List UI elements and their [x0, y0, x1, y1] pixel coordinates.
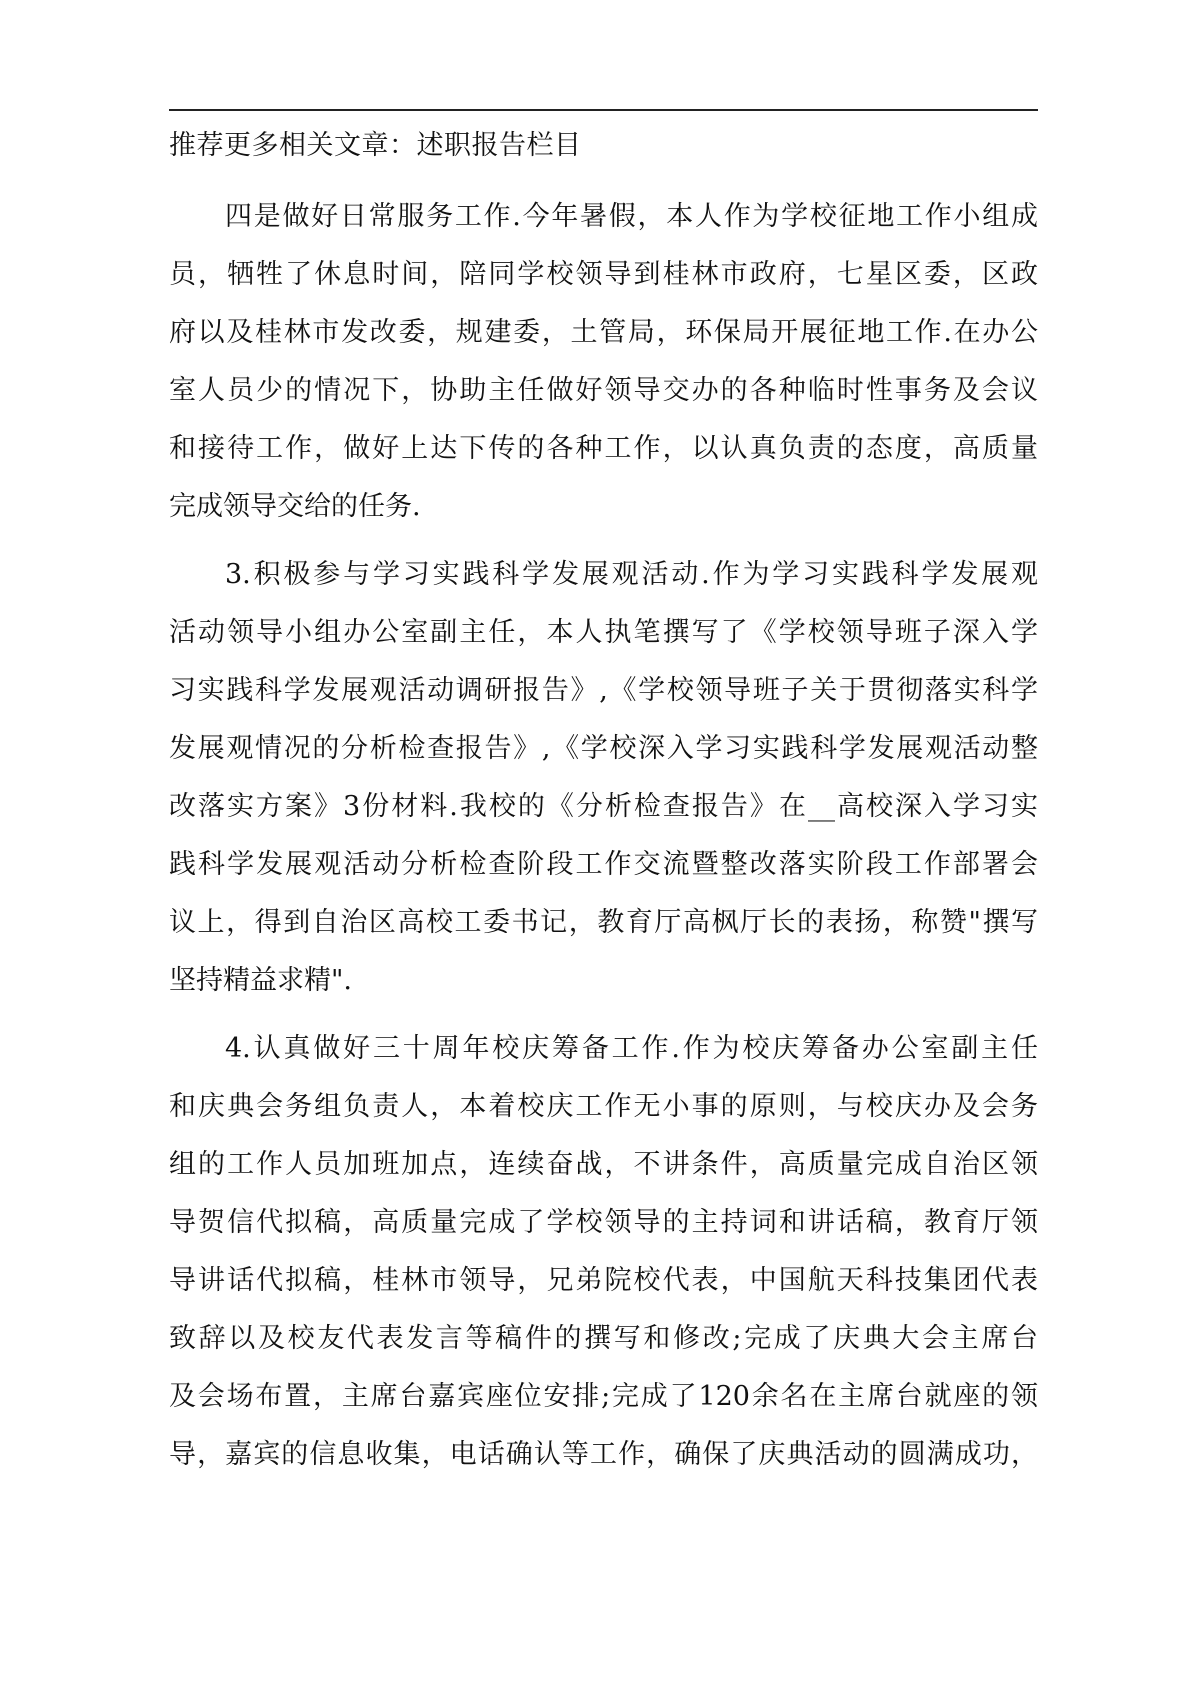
text-line: 室人员少的情况下，协助主任做好领导交办的各种临时性事务及会议 — [169, 375, 1038, 406]
text-line: 及会场布置，主席台嘉宾座位安排;完成了120余名在主席台就座的领 — [169, 1381, 1038, 1412]
text-line: 完成领导交给的任务. — [169, 491, 421, 522]
header-rule — [169, 109, 1038, 111]
text-line: 组的工作人员加班加点，连续奋战，不讲条件，高质量完成自治区领 — [169, 1149, 1038, 1180]
text-line: 导讲话代拟稿，桂林市领导，兄弟院校代表，中国航天科技集团代表 — [169, 1265, 1038, 1296]
text-line: 府以及桂林市发改委，规建委，土管局，环保局开展征地工作.在办公 — [169, 317, 1038, 348]
text-line: 习实践科学发展观活动调研报告》,《学校领导班子关于贯彻落实科学 — [169, 675, 1038, 706]
text-line: 导贺信代拟稿，高质量完成了学校领导的主持词和讲话稿，教育厅领 — [169, 1207, 1038, 1238]
text-line: 和庆典会务组负责人，本着校庆工作无小事的原则，与校庆办及会务 — [169, 1091, 1038, 1122]
text-line: 活动领导小组办公室副主任，本人执笔撰写了《学校领导班子深入学 — [169, 617, 1038, 648]
text-line: 改落实方案》3份材料.我校的《分析检查报告》在__高校深入学习实 — [169, 791, 1038, 822]
text-line: 发展观情况的分析检查报告》,《学校深入学习实践科学发展观活动整 — [169, 733, 1038, 764]
text-line: 致辞以及校友代表发言等稿件的撰写和修改;完成了庆典大会主席台 — [169, 1323, 1038, 1354]
text-line: 3.积极参与学习实践科学发展观活动.作为学习实践科学发展观 — [225, 559, 1038, 590]
text-line: 议上，得到自治区高校工委书记，教育厅高枫厅长的表扬，称赞"撰写 — [169, 907, 1038, 938]
paragraph-science-development — [169, 546, 1038, 1010]
text-line: 坚持精益求精". — [169, 965, 353, 996]
document-body — [169, 188, 1038, 1494]
text-line: 和接待工作，做好上达下传的各种工作，以认真负责的态度，高质量 — [169, 433, 1038, 464]
text-line: 4.认真做好三十周年校庆筹备工作.作为校庆筹备办公室副主任 — [225, 1033, 1038, 1064]
text-line: 员，牺牲了休息时间，陪同学校领导到桂林市政府，七星区委，区政 — [169, 259, 1038, 290]
text-line: 践科学发展观活动分析检查阶段工作交流暨整改落实阶段工作部署会 — [169, 849, 1038, 880]
text-line: 导，嘉宾的信息收集，电话确认等工作，确保了庆典活动的圆满成功， — [169, 1439, 1038, 1470]
text-line: 四是做好日常服务工作.今年暑假，本人作为学校征地工作小组成 — [225, 201, 1038, 232]
recommend-link[interactable]: 推荐更多相关文章：述职报告栏目 — [169, 130, 582, 161]
paragraph-daily-service — [169, 188, 1038, 536]
paragraph-anniversary — [169, 1020, 1038, 1484]
